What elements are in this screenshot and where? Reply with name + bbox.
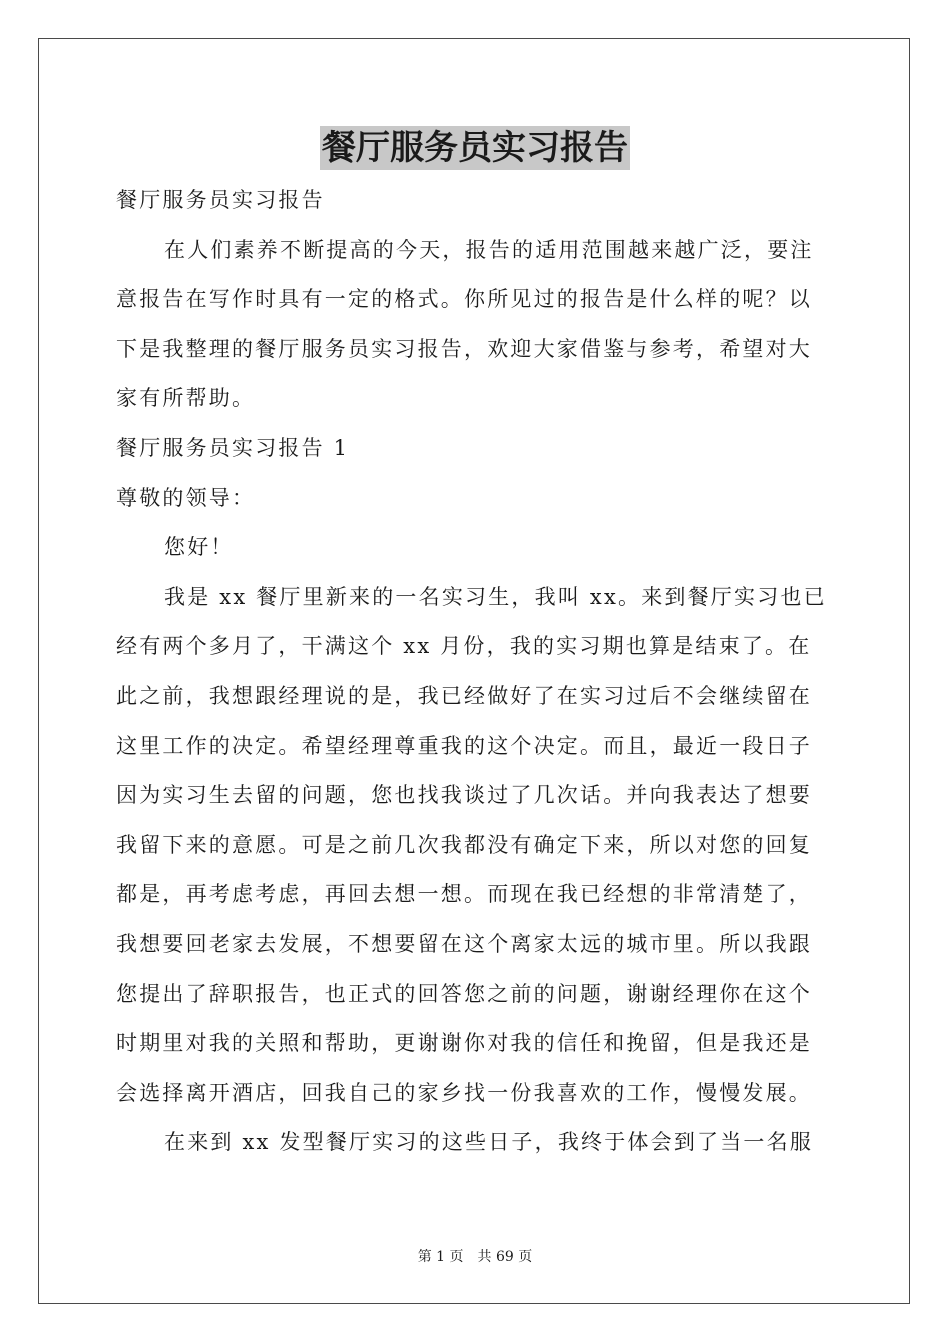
document-body (116, 176, 836, 1168)
text-line: 尊敬的领导： (116, 485, 256, 510)
text-line: 下是我整理的餐厅服务员实习报告，欢迎大家借鉴与参考，希望对大 (116, 336, 812, 361)
text-line: 意报告在写作时具有一定的格式。你所见过的报告是什么样的呢？以 (116, 287, 812, 312)
text-line: 餐厅服务员实习报告 1 (116, 435, 350, 460)
page-footer: 第 1 页 共 69 页 (417, 1249, 533, 1265)
text-line: 在人们素养不断提高的今天，报告的适用范围越来越广泛，要注 (164, 237, 814, 262)
text-line: 我想要回老家去发展，不想要留在这个离家太远的城市里。所以我跟 (116, 931, 812, 956)
text-line: 都是，再考虑考虑，再回去想一想。而现在我已经想的非常清楚了， (116, 882, 812, 907)
text-line: 在来到 xx 发型餐厅实习的这些日子，我终于体会到了当一名服 (164, 1130, 814, 1155)
title-container (0, 126, 950, 170)
text-line: 经有两个多月了，干满这个 xx 月份，我的实习期也算是结束了。在 (116, 634, 812, 659)
text-line: 您提出了辞职报告，也正式的回答您之前的问题，谢谢经理你在这个 (116, 981, 812, 1006)
text-line: 您好！ (164, 535, 234, 560)
document-title: 餐厅服务员实习报告 (322, 128, 628, 168)
text-line: 此之前，我想跟经理说的是，我已经做好了在实习过后不会继续留在 (116, 683, 812, 708)
text-line: 餐厅服务员实习报告 (116, 188, 325, 212)
text-line: 我是 xx 餐厅里新来的一名实习生，我叫 xx。来到餐厅实习也已 (164, 584, 827, 609)
text-line: 时期里对我的关照和帮助，更谢谢你对我的信任和挽留，但是我还是 (116, 1031, 812, 1056)
text-line: 家有所帮助。 (116, 386, 256, 411)
text-line: 我留下来的意愿。可是之前几次我都没有确定下来，所以对您的回复 (116, 832, 812, 857)
text-line: 会选择离开酒店，回我自己的家乡找一份我喜欢的工作，慢慢发展。 (116, 1080, 812, 1105)
text-line: 因为实习生去留的问题，您也找我谈过了几次话。并向我表达了想要 (116, 783, 812, 808)
text-line: 这里工作的决定。希望经理尊重我的这个决定。而且，最近一段日子 (116, 733, 812, 758)
